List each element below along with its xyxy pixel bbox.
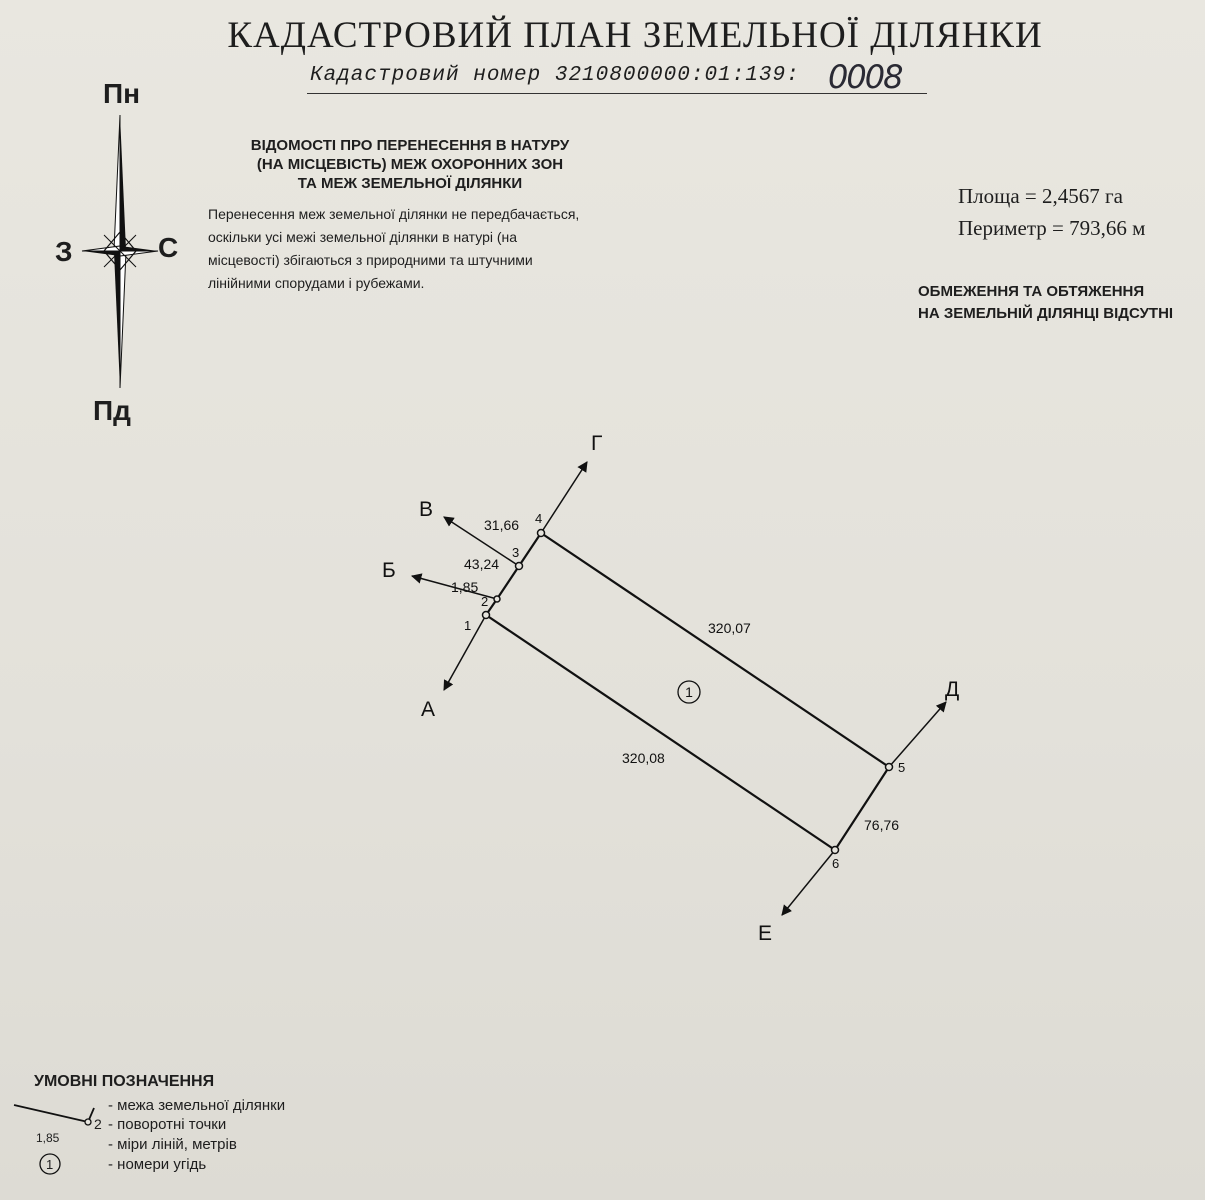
survey-info-heading-line: ВІДОМОСТІ ПРО ПЕРЕНЕСЕННЯ В НАТУРУ (250, 137, 570, 154)
survey-info-heading-line: (НА МІСЦЕВІСТЬ) МЕЖ ОХОРОННИХ ЗОН (256, 156, 564, 173)
point-label-5: 5 (898, 760, 906, 775)
compass-west-label: З (55, 236, 73, 267)
parcel-number: 1 (685, 684, 693, 700)
length-label: 76,76 (864, 817, 900, 833)
length-label: 31,66 (484, 517, 520, 533)
legend-title: УМОВНІ ПОЗНАЧЕННЯ (34, 1073, 215, 1090)
turning-point-1 (483, 612, 490, 619)
compass-south-label: Пд (93, 395, 131, 426)
neighbor-label-a: А (421, 698, 436, 721)
point-label-1: 1 (464, 618, 472, 633)
point-label-3: 3 (512, 545, 520, 560)
neighbor-arrow-g (541, 462, 587, 533)
point-label-6: 6 (832, 856, 840, 871)
compass-north-label: Пн (103, 78, 141, 109)
survey-info-text-line: місцевості) збігаються з природними та штучними (208, 252, 533, 268)
turning-point-3 (516, 563, 523, 570)
cadastral-number-handwritten: 0008 (828, 58, 902, 96)
neighbor-arrow-e (782, 850, 835, 915)
neighbor-label-b: Б (382, 559, 396, 582)
survey-info-text-line: Перенесення меж земельної ділянки не передбачається, (208, 206, 580, 222)
point-label-4: 4 (535, 511, 543, 526)
legend-parcel-sample: 1 (46, 1157, 54, 1172)
survey-info-heading-line: ТА МЕЖ ЗЕМЕЛЬНОЇ ДІЛЯНКИ (297, 175, 523, 192)
turning-point-6 (832, 847, 839, 854)
legend-points-text: - поворотні точки (108, 1116, 227, 1133)
survey-info-text-line: оскільки усі межі земельної ділянки в натурі (на (208, 229, 518, 245)
length-label: 320,08 (622, 750, 665, 766)
point-label-2: 2 (481, 594, 489, 609)
neighbor-label-v: В (419, 498, 434, 521)
perimeter-value: Периметр = 793,66 м (958, 216, 1146, 240)
neighbor-label-d: Д (945, 678, 960, 701)
legend-length-sample: 1,85 (36, 1131, 60, 1145)
length-label: 320,07 (708, 620, 751, 636)
survey-info-text-line: лінійними спорудами і рубежами. (208, 275, 425, 291)
length-label: 43,24 (464, 556, 500, 572)
document-title: КАДАСТРОВИЙ ПЛАН ЗЕМЕЛЬНОЇ ДІЛЯНКИ (227, 15, 1043, 56)
restrictions-note-line: ОБМЕЖЕННЯ ТА ОБТЯЖЕННЯ (918, 283, 1145, 300)
legend-point-sample (85, 1119, 91, 1125)
turning-point-4 (538, 530, 545, 537)
turning-point-5 (886, 764, 893, 771)
neighbor-label-g: Г (591, 432, 603, 455)
legend-lengths-text: - міри ліній, метрів (108, 1136, 237, 1153)
area-value: Площа = 2,4567 га (958, 184, 1123, 208)
legend-boundary-text: - межа земельної ділянки (108, 1097, 286, 1114)
neighbor-arrow-d (889, 702, 946, 767)
neighbor-label-e: Е (758, 922, 773, 945)
legend-point-number: 2 (94, 1116, 102, 1132)
legend-boundary-sample (14, 1105, 88, 1122)
turning-point-2 (494, 596, 500, 602)
compass-east-label: С (158, 232, 179, 263)
cadastral-number-label: Кадастровий номер 3210800000:01:139: (310, 64, 800, 87)
length-label: 1,85 (451, 579, 479, 595)
restrictions-note-line: НА ЗЕМЕЛЬНІЙ ДІЛЯНЦІ ВІДСУТНІ (918, 305, 1174, 322)
legend-parcels-text: - номери угідь (108, 1156, 207, 1173)
